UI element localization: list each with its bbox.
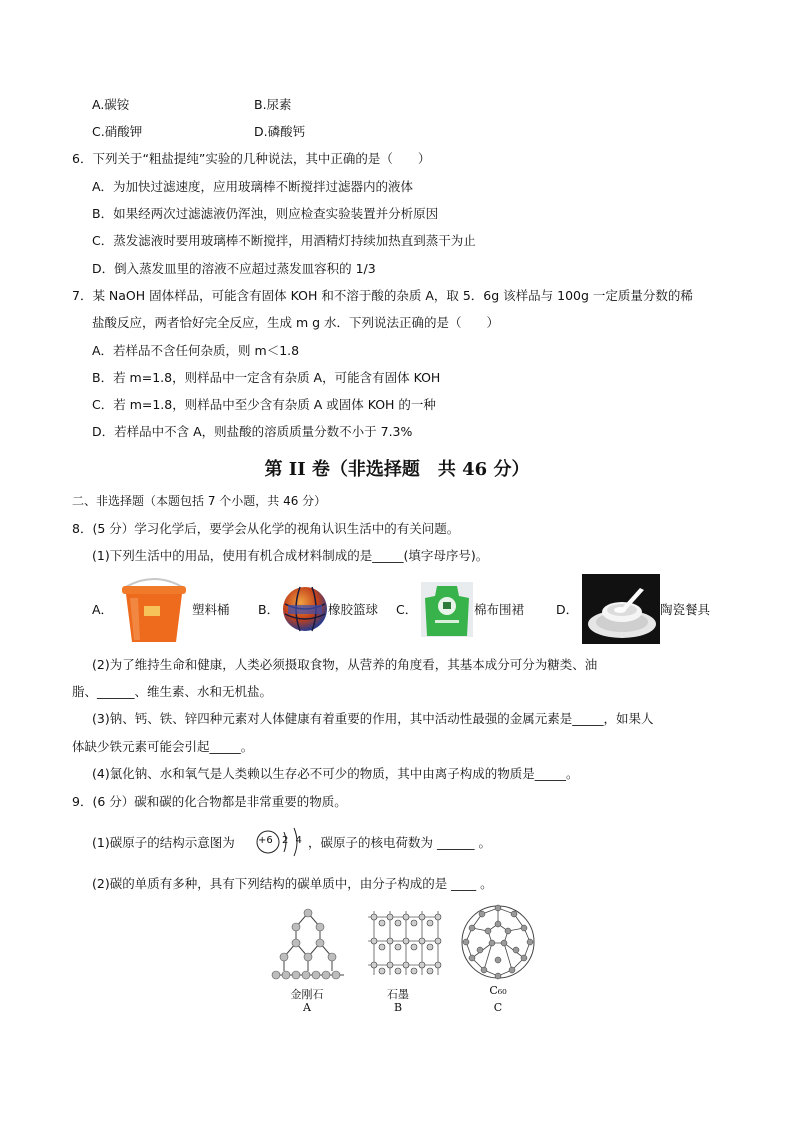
- q8-option-c-letter: C．: [396, 602, 418, 617]
- q8-option-b-label: 橡胶篮球: [328, 602, 379, 617]
- q8-part1: (1)下列生活中的用品，使用有机合成材料制成的是_____(填字母序号)。: [92, 548, 489, 563]
- q8-part2-line1: (2)为了维持生命和健康，人类必须摄取食物，从营养的角度看，其基本成分可分为糖类、油: [92, 657, 598, 672]
- q7-option-c: C．若 m=1.8，则样品中至少含有杂质 A 或固体 KOH 的一种: [92, 397, 436, 412]
- q8-option-d-label: 陶瓷餐具: [660, 602, 711, 617]
- section-title: 第 II 卷（非选择题 共 46 分）: [264, 459, 530, 480]
- q5-option-d: D.磷酸钙: [254, 124, 306, 139]
- cotton-apron-image: [421, 582, 473, 637]
- q8-option-c-label: 棉布围裙: [474, 602, 525, 617]
- basketball-image: [282, 586, 328, 632]
- diamond-structure-image: [268, 905, 346, 983]
- ceramic-tableware-image: [582, 574, 660, 644]
- q9-part1-suffix: ，碳原子的核电荷数为 ______ 。: [308, 835, 491, 850]
- c60-label: C₆₀: [489, 984, 507, 997]
- plastic-bucket-image: [118, 576, 190, 644]
- q9-part2: (2)碳的单质有多种，具有下列结构的碳单质中，由分子构成的是 ____ 。: [92, 876, 493, 891]
- q6-option-b: B．如果经两次过滤滤液仍浑浊，则应检查实验装置并分析原因: [92, 206, 439, 221]
- section-intro: 二、非选择题（本题包括 7 个小题，共 46 分）: [72, 494, 327, 508]
- q9-part1-prefix: (1)碳原子的结构示意图为: [92, 835, 235, 850]
- q7-option-a: A．若样品不含任何杂质，则 m＜1.8: [92, 343, 300, 358]
- atom-shell-electrons: 2 4: [282, 835, 304, 846]
- q6-option-c: C．蒸发滤液时要用玻璃棒不断搅拌，用酒精灯持续加热直到蒸干为止: [92, 233, 476, 248]
- q6-stem: 6．下列关于“粗盐提纯”实验的几种说法，其中正确的是（ ）: [72, 151, 431, 166]
- q7-stem-line1: 7．某 NaOH 固体样品，可能含有固体 KOH 和不溶于酸的杂质 A，取 5．6g 该样品与 100g 一定质量分数的稀: [72, 288, 693, 303]
- q8-option-a-letter: A．: [92, 602, 114, 617]
- graphite-structure-image: [364, 905, 444, 983]
- q8-part4: (4)氯化钠、水和氧气是人类赖以生存必不可少的物质，其中由离子构成的物质是_____。: [92, 766, 579, 781]
- c60-structure-image: [458, 902, 538, 982]
- diamond-label: 金刚石: [290, 988, 324, 1001]
- graphite-label: 石墨: [387, 988, 409, 1001]
- atom-nucleus-label: +6: [258, 835, 273, 846]
- q8-part3-line1: (3)钠、钙、铁、锌四种元素对人体健康有着重要的作用，其中活动性最强的金属元素是_____，如果人: [92, 711, 654, 726]
- q6-option-a: A．为加快过滤速度，应用玻璃棒不断搅拌过滤器内的液体: [92, 179, 414, 194]
- q7-option-b: B．若 m=1.8，则样品中一定含有杂质 A，可能含有固体 KOH: [92, 370, 441, 385]
- c60-letter: C: [493, 1001, 503, 1014]
- carbon-atom-diagram: [254, 824, 306, 860]
- q5-option-c: C.硝酸钾: [92, 124, 143, 139]
- q8-part2-line2: 脂、______、维生素、水和无机盐。: [72, 684, 273, 699]
- q8-option-d-letter: D．: [556, 602, 579, 617]
- q5-option-b: B.尿素: [254, 97, 292, 112]
- q9-stem: 9．(6 分）碳和碳的化合物都是非常重要的物质。: [72, 794, 347, 809]
- q8-stem: 8．(5 分）学习化学后，要学会从化学的视角认识生活中的有关问题。: [72, 521, 460, 536]
- q8-part3-line2: 体缺少铁元素可能会引起_____。: [72, 739, 254, 754]
- diamond-letter: A: [303, 1001, 311, 1014]
- q8-option-b-letter: B．: [258, 602, 280, 617]
- q6-option-d: D．倒入蒸发皿里的溶液不应超过蒸发皿容积的 1/3: [92, 261, 376, 276]
- q5-option-a: A.碳铵: [92, 97, 130, 112]
- q8-option-a-label: 塑料桶: [192, 602, 230, 617]
- graphite-letter: B: [393, 1001, 403, 1014]
- q7-option-d: D．若样品中不含 A，则盐酸的溶质质量分数不小于 7.3%: [92, 424, 413, 439]
- q7-stem-line2: 盐酸反应，两者恰好完全反应，生成 m g 水．下列说法正确的是（ ）: [92, 315, 500, 330]
